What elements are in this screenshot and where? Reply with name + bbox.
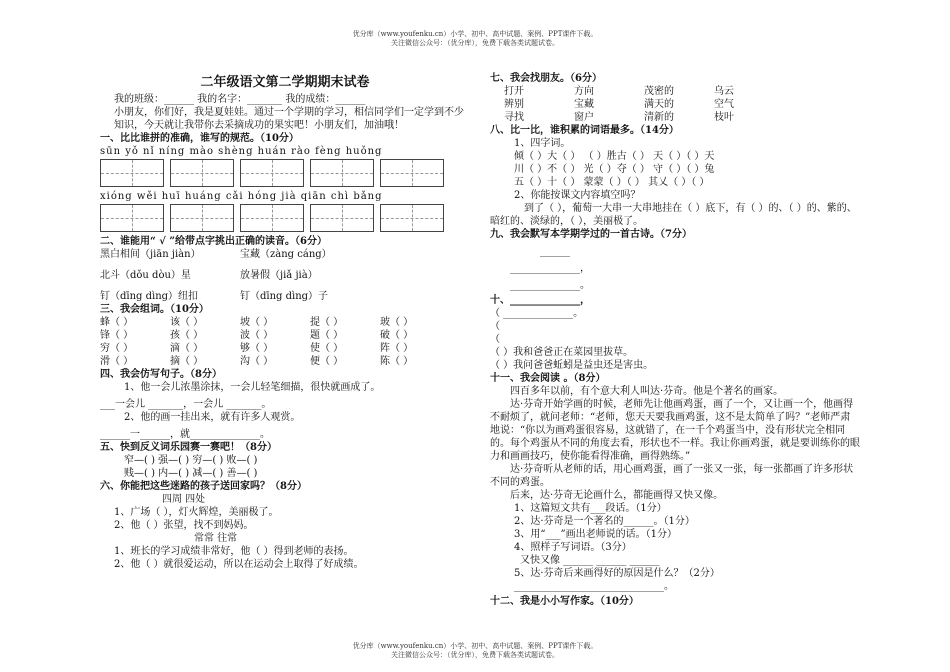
section-5-heading: 五、快到反义词乐园赛一赛吧！（8分） xyxy=(100,442,277,453)
writing-cell[interactable] xyxy=(170,204,234,232)
reading-q5-blank: ______________________________。 xyxy=(514,581,674,592)
order-blank-2: （ xyxy=(490,321,500,332)
section-11-heading: 十一、我会阅读 。（8分） xyxy=(490,373,606,384)
match-row xyxy=(490,111,860,124)
word-item: 破（ ） xyxy=(380,330,414,341)
reading-item: 黑白相间（jiān jiàn） xyxy=(100,249,201,260)
text-fill-paragraph: 到了（ ），葡萄一大串一大串地挂在（ ）底下，有（ ）的、（ ）的、紫的、暗红的、淡绿的，（ ），美丽极了。 xyxy=(490,203,857,227)
intro-text: 小朋友，你们好，我是夏娃娃。通过一个学期的学习，相信同学们一定学到不少知识，今天就让我带你去采摘成功的果实吧！小朋友们，加油哦！ xyxy=(114,107,464,131)
match-item: 辨别 xyxy=(504,99,524,110)
poem-title-blank: ______ xyxy=(540,246,570,257)
section-1-heading: 一、比比谁拼的准确，谁写的规范。（10分） xyxy=(100,133,299,144)
match-table xyxy=(490,85,860,124)
section-7-heading: 七、我会找朋友。（6分） xyxy=(490,73,602,84)
word-item: 使（ ） xyxy=(310,343,344,354)
match-item: 方向 xyxy=(574,86,594,97)
section-2-heading: 二、谁能用“ √ ”给带点字挑出正确的读音。（6分） xyxy=(100,236,327,247)
word-item: 锋（ ） xyxy=(100,330,134,341)
poem-line-1: ______________， xyxy=(510,263,590,274)
writing-grid-row-1 xyxy=(100,159,470,187)
section-12-heading: 十二、我是小小写作家。（10分） xyxy=(490,596,639,607)
idiom-row-3: 五（ ）十（ ） 蒙蒙（ ）（ ） 其乂（ ）（ ） xyxy=(514,177,710,188)
fill-q1: 1、广场（ ），灯火辉煌，美丽极了。 xyxy=(114,507,279,518)
section-9-heading: 九、我会默写本学期学过的一首古诗。（7分） xyxy=(490,229,692,240)
word-item: 提（ ） xyxy=(310,317,344,328)
match-row xyxy=(490,85,860,98)
pinyin-row-2: xióng wěi huī huáng cǎi hóng jià qiān chì bǎng xyxy=(100,191,383,202)
reading-row-3 xyxy=(100,290,470,303)
match-row xyxy=(490,98,860,111)
left-column xyxy=(100,70,470,571)
footer-line-1: 优分库（www.youfenku.cn）小学、初中、高中试题、案例、PPT课件下载。 xyxy=(352,642,598,650)
word-row xyxy=(100,316,470,329)
reading-para-2: 达·芬奇开始学画的时候，老师先让他画鸡蛋，画了一个，又让画一个，他画得不耐烦了，就问老师：“老师，您天天要我画鸡蛋，这不是太简单了吗？”老师严肃地说：“你以为画鸡蛋很容易，这就错了，在一千个鸡蛋当中，没有形状完全相同的。每个鸡蛋从不同的角度去看，形状也不一样。我让你画鸡蛋，就是要训练你的眼力和画画技巧，使你能看得准确，画得熟练。” xyxy=(490,399,860,462)
writing-cell[interactable] xyxy=(240,159,304,187)
reading-row-1 xyxy=(100,248,470,261)
right-column xyxy=(490,72,860,608)
word-choice-2: 常常 往常 xyxy=(194,533,238,544)
reading-para-4: 后来，达·芬奇无论画什么，都能画得又快又像。 xyxy=(510,490,724,501)
antonym-row-2: 贱—( ) 内—( ) 减—( ) 善—( ) xyxy=(124,468,258,479)
poem-line-2: ______________。 xyxy=(510,280,590,291)
word-item: 波（ ） xyxy=(240,330,274,341)
section-6-heading: 六、你能把这些迷路的孩子送回家吗？（8分） xyxy=(100,481,307,492)
section-10-heading: 十、______________， xyxy=(490,295,590,306)
match-item: 清新的 xyxy=(644,112,674,123)
antonym-row-1: 窄—( ) 强—( ) 穷—( ) 败—( ) xyxy=(124,455,258,466)
reading-q4-example: 又快又像 ______ ______ ______ xyxy=(520,555,660,566)
text-fill-label: 2、你能按课文内容填空吗？ xyxy=(514,190,641,201)
match-item: 打开 xyxy=(504,86,524,97)
header-line-2: 关注微信公众号：（优分库），免费下载各类试题试卷。 xyxy=(391,39,559,47)
section-4-heading: 四、我会仿写句子。（8分） xyxy=(100,369,222,380)
footer-line-2: 关注微信公众号：（优分库），免费下载各类试题试卷。 xyxy=(391,651,559,659)
match-item: 乌云 xyxy=(714,86,734,97)
word-item: 题（ ） xyxy=(310,330,344,341)
word-row xyxy=(100,355,470,368)
reading-q2: 2、达·芬奇是一个著名的______。（1分） xyxy=(514,516,695,527)
word-item: 便（ ） xyxy=(310,356,344,367)
word-item: 该（ ） xyxy=(170,317,204,328)
reading-row-2 xyxy=(100,269,470,282)
match-item: 窗户 xyxy=(574,112,594,123)
word-row xyxy=(100,329,470,342)
order-sentence-1: （ ）我和爸爸正在菜园里拔草。 xyxy=(490,347,634,358)
reading-item: 钉（dīng dìng）子 xyxy=(240,291,329,302)
word-item: 蜂（ ） xyxy=(100,317,134,328)
writing-grid-row-2 xyxy=(100,204,470,232)
match-item: 空气 xyxy=(714,99,734,110)
section-3-heading: 三、我会组词。（10分） xyxy=(100,304,209,315)
fill-q2: 2、他（ ）张望，找不到妈妈。 xyxy=(114,520,254,531)
reading-para-1: 四百多年以前，有个意大利人叫达·芬奇。他是个著名的画家。 xyxy=(510,386,784,397)
page-footer xyxy=(0,642,950,660)
imitate-q2-blank: ______一______，就______________。 xyxy=(100,429,270,440)
page-header xyxy=(0,30,950,48)
section-8-heading: 八、比一比，谁积累的词语最多。（14分） xyxy=(490,125,679,136)
word-item: 穷（ ） xyxy=(100,343,134,354)
order-blank-3: （ xyxy=(490,334,500,345)
word-item: 玻（ ） xyxy=(380,317,414,328)
reading-para-3: 达·芬奇听从老师的话，用心画鸡蛋，画了一张又一张，每一张都画了许多形状不同的鸡蛋。 xyxy=(490,464,854,488)
writing-cell[interactable] xyxy=(380,159,444,187)
word-group-table xyxy=(100,316,470,368)
match-item: 寻找 xyxy=(504,112,524,123)
pinyin-row-1: sūn yǒ nǐ níng mào shèng huán rào fèng huǒng xyxy=(100,146,383,157)
word-choice-1: 四周 四处 xyxy=(162,494,206,505)
reading-q5: 5、达·芬奇后来画得好的原因是什么？（2分） xyxy=(514,568,720,579)
writing-cell[interactable] xyxy=(240,204,304,232)
idiom-label: 1、四字词。 xyxy=(514,138,571,149)
header-line-1: 优分库（www.youfenku.cn）小学、初中、高中试题、案例、PPT课件下载。 xyxy=(352,30,598,38)
reading-q3: 3、用“___”画出老师说的话。（1分） xyxy=(514,529,677,540)
writing-cell[interactable] xyxy=(100,204,164,232)
word-item: 滑（ ） xyxy=(100,356,134,367)
writing-cell[interactable] xyxy=(100,159,164,187)
writing-cell[interactable] xyxy=(170,159,234,187)
word-item: 坡（ ） xyxy=(240,317,274,328)
writing-cell[interactable] xyxy=(310,159,374,187)
match-item: 满天的 xyxy=(644,99,674,110)
exam-title: 二年级语文第二学期期末试卷 xyxy=(200,75,370,90)
match-item: 茂密的 xyxy=(644,86,674,97)
reading-item: 钉（dīng dìng）纽扣 xyxy=(100,291,199,302)
word-item: 够（ ） xyxy=(240,343,274,354)
word-item: 孩（ ） xyxy=(170,330,204,341)
order-blank-1: （ ______________。 xyxy=(490,308,584,319)
student-info: 我的班级：______ 我的名字：_______ 我的成绩：______ xyxy=(114,94,366,105)
match-item: 枝叶 xyxy=(714,112,734,123)
word-item: 摘（ ） xyxy=(170,356,204,367)
reading-q1: 1、这篇短文共有___段话。（1分） xyxy=(514,503,667,514)
reading-item: 放暑假（jiǎ jià） xyxy=(240,270,318,281)
word-item: 沟（ ） xyxy=(240,356,274,367)
order-sentence-2: （ ）我问爸爸蚯蚓是益虫还是害虫。 xyxy=(490,360,654,371)
word-item: 阵（ ） xyxy=(380,343,414,354)
word-item: 滴（ ） xyxy=(170,343,204,354)
reading-item: 北斗（dǒu dòu）星 xyxy=(100,270,191,281)
idiom-row-1: 倾（ ）大（ ） （ ）胜古（ ） 天（ ）（ ）天 xyxy=(514,151,715,162)
word-row xyxy=(100,342,470,355)
writing-cell[interactable] xyxy=(380,204,444,232)
fill-q4: 2、他（ ）就很爱运动，所以在运动会上取得了好成绩。 xyxy=(114,559,364,570)
imitate-q2: 2、他的画一挂出来，就有许多人观赏。 xyxy=(124,412,301,423)
reading-q4: 4、照样子写词语。（3分） xyxy=(514,542,632,553)
writing-cell[interactable] xyxy=(310,204,374,232)
imitate-q1: 1、他一会儿浓墨涂抹，一会儿轻笔细描，很快就画成了。 xyxy=(124,382,381,393)
idiom-row-2: 川（ ）不（ ） 光（ ）夺（ ） 守（ ）（ ）兔 xyxy=(514,164,715,175)
fill-q3: 1、班长的学习成绩非常好，他（ ）得到老师的表扬。 xyxy=(114,546,354,557)
imitate-q1-blank: ___一会儿 _______，一会儿 _______。 xyxy=(100,399,272,410)
reading-item: 宝藏（zàng cáng） xyxy=(240,249,332,260)
word-item: 陈（ ） xyxy=(380,356,414,367)
match-item: 宝藏 xyxy=(574,99,594,110)
